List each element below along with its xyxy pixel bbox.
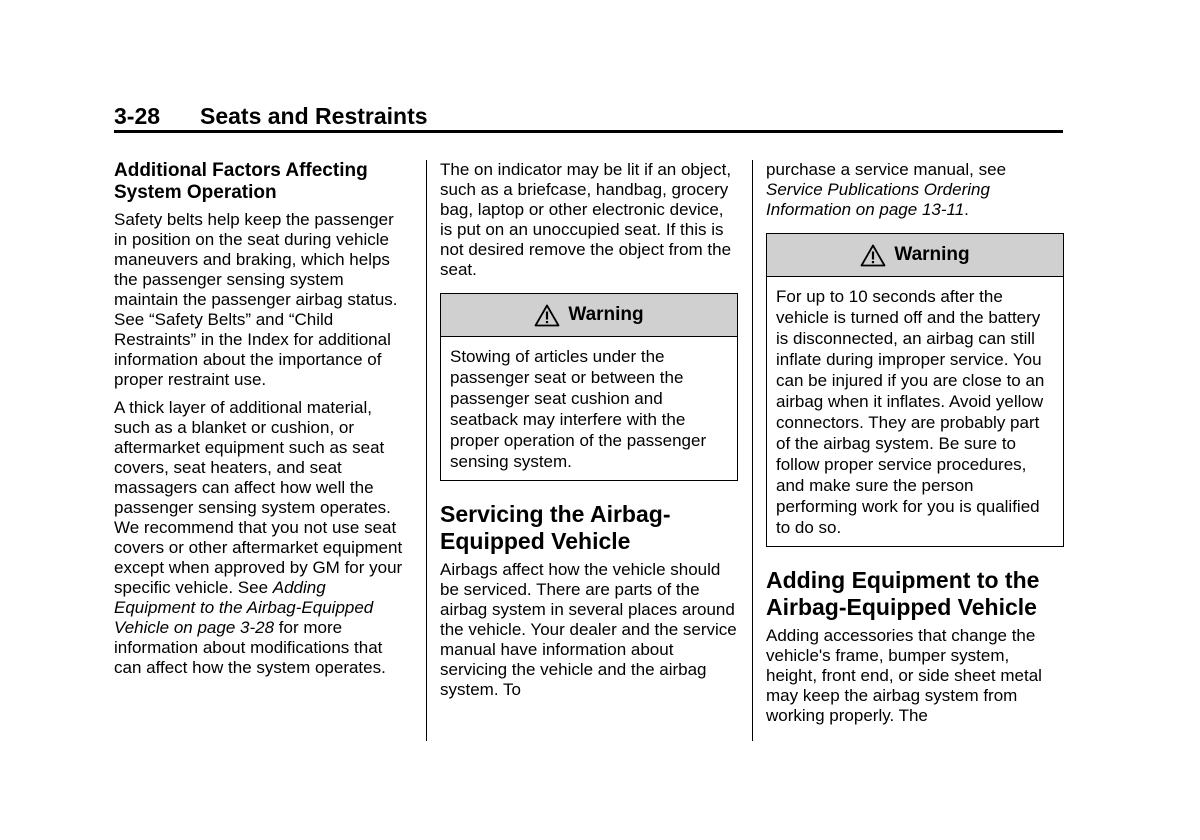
warning-triangle-icon bbox=[860, 244, 886, 267]
paragraph-safety-belts: Safety belts help keep the passenger in position on the seat during vehicle maneuvers and braking, which helps the passenger sensing system maintain the passenger airbag status. See “Safety Belts” and “Child Restraints” in the Index for additional information about the importance of proper restraint use. bbox=[114, 210, 398, 389]
warning-title: Warning bbox=[894, 244, 970, 265]
header-rule bbox=[114, 130, 1063, 133]
paragraph-thick-layer: A thick layer of additional material, such as a blanket or cushion, or aftermarket equipment such as seat covers, seat heaters, and seat massagers can affect how well the passenger sensing system operates. We recommend that you not use seat covers or other aftermarket equipment except when approved by GM for your specific vehicle. See Adding Equipment to the Airbag-Equipped Vehicle on page 3-28 for more information about modifications that can affect how the system operates. bbox=[114, 398, 403, 677]
warning-box-service bbox=[766, 233, 1064, 547]
column-1 bbox=[114, 160, 410, 678]
heading-adding-equipment: Adding Equipment to the Airbag-Equipped Vehicle bbox=[766, 567, 1040, 620]
column-3 bbox=[766, 160, 1064, 726]
warning-box-stowing bbox=[440, 293, 738, 481]
cross-reference-service-publications: Service Publications Ordering Information on page 13-11 bbox=[766, 180, 990, 219]
paragraph-adding-accessories: Adding accessories that change the vehicle's frame, bumper system, height, front end, or side sheet metal may keep the airbag system from working properly. The bbox=[766, 626, 1042, 725]
paragraph-purchase-manual: purchase a service manual, see Service Publications Ordering Information on page 13-11. bbox=[766, 160, 1007, 219]
warning-header bbox=[767, 234, 1063, 277]
warning-text: For up to 10 seconds after the vehicle is turned off and the battery is disconnected, an airbag can still inflate during improper service. You can be injured if you are close to an airbag when it inflates. Avoid yellow connectors. They are probably part of the airbag system. Be sure to follow proper service procedures, and make sure the person performing work for you is qualified to do so. bbox=[776, 287, 1045, 537]
page-number: 3-28 bbox=[114, 103, 161, 129]
warning-header bbox=[441, 294, 737, 337]
subheading-additional-factors: Additional Factors Affecting System Operation bbox=[114, 160, 368, 203]
paragraph-airbags-affect: Airbags affect how the vehicle should be serviced. There are parts of the airbag system in several places around the vehicle. Your dealer and the service manual have information about servicing the vehicle and the airbag system. To bbox=[440, 560, 737, 699]
heading-servicing: Servicing the Airbag-Equipped Vehicle bbox=[440, 501, 671, 554]
column-divider bbox=[426, 160, 427, 741]
warning-title: Warning bbox=[568, 304, 644, 325]
paragraph-on-indicator: The on indicator may be lit if an object, such as a briefcase, handbag, grocery bag, laptop or other electronic device, is put on an unoccupied seat. If this is not desired remove the object from the seat. bbox=[440, 160, 732, 279]
column-divider bbox=[752, 160, 753, 741]
cross-reference-adding-equipment: Adding Equipment to the Airbag-Equipped Vehicle on page 3-28 bbox=[114, 578, 374, 637]
page-header bbox=[114, 100, 1063, 132]
warning-triangle-icon bbox=[534, 304, 560, 327]
section-title: Seats and Restraints bbox=[200, 103, 428, 129]
warning-text: Stowing of articles under the passenger seat or between the passenger seat cushion and seatback may interfere with the proper operation of the passenger sensing system. bbox=[450, 347, 707, 471]
column-2 bbox=[440, 160, 738, 700]
